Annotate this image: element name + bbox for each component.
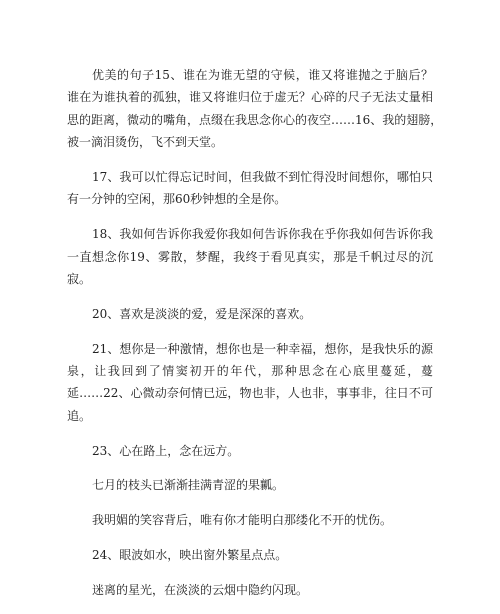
- text-line: 七月的枝头已渐渐挂满青涩的果瓤。: [92, 478, 285, 493]
- text-line: 被一滴泪烫伤，飞不到天堂。: [67, 135, 224, 150]
- text-line: 有一分钟的空闲，那60秒钟想的全是你。: [67, 192, 287, 207]
- text-line: 寂。: [67, 272, 92, 287]
- text-line: 21、想你是一种激情，想你也是一种幸福，想你，是我快乐的源: [92, 341, 433, 356]
- document-body: [67, 64, 443, 614]
- text-line: 18、我如何告诉你我爱你我如何告诉你我在乎你我如何告诉你我: [92, 227, 433, 242]
- paragraph-9: [67, 544, 433, 566]
- text-line: 24、眼波如水，映出窗外繁星点点。: [92, 548, 288, 563]
- paragraph-1: [67, 64, 443, 154]
- paragraph-3: [67, 223, 433, 290]
- text-line: 追。: [67, 408, 92, 423]
- text-line: 优美的句子15、谁在为谁无望的守候，谁又将谁抛之于脑后？: [92, 68, 433, 82]
- text-line: 17、我可以忙得忘记时间，但我做不到忙得没时间想你，哪怕只: [92, 170, 433, 185]
- text-line: 一直想念你19、雾散，梦醒，我终于看见真实，那是千帆过尽的沉: [67, 249, 433, 264]
- text-line: 20、喜欢是淡淡的爱，爱是深深的喜欢。: [92, 306, 312, 321]
- paragraph-7: [67, 474, 433, 496]
- paragraph-5: [67, 338, 433, 428]
- paragraph-4: [67, 303, 433, 325]
- text-line: 谁在为谁执着的孤独，谁又将谁归位于虚无？心碎的尺子无法丈量相: [67, 90, 433, 105]
- text-line: 思的距离，微动的嘴角，点缀在我思念你心的夜空……16、我的翅膀，: [67, 112, 443, 127]
- text-line: 我明媚的笑容背后，唯有你才能明白那缕化不开的忧伤。: [92, 513, 393, 528]
- paragraph-10: [67, 579, 433, 601]
- text-line: 23、心在路上，念在远方。: [92, 443, 240, 458]
- paragraph-2: [67, 166, 433, 211]
- text-line: 延……22、心微动奈何情已远，物也非，人也非，事事非，往日不可: [67, 386, 433, 401]
- text-line: 泉，让我回到了情窦初开的年代，那种思念在心底里蔓延，蔓: [67, 364, 433, 379]
- paragraph-8: [67, 509, 433, 531]
- paragraph-6: [67, 440, 433, 462]
- text-line: 迷离的星光，在淡淡的云烟中隐约闪现。: [92, 582, 309, 597]
